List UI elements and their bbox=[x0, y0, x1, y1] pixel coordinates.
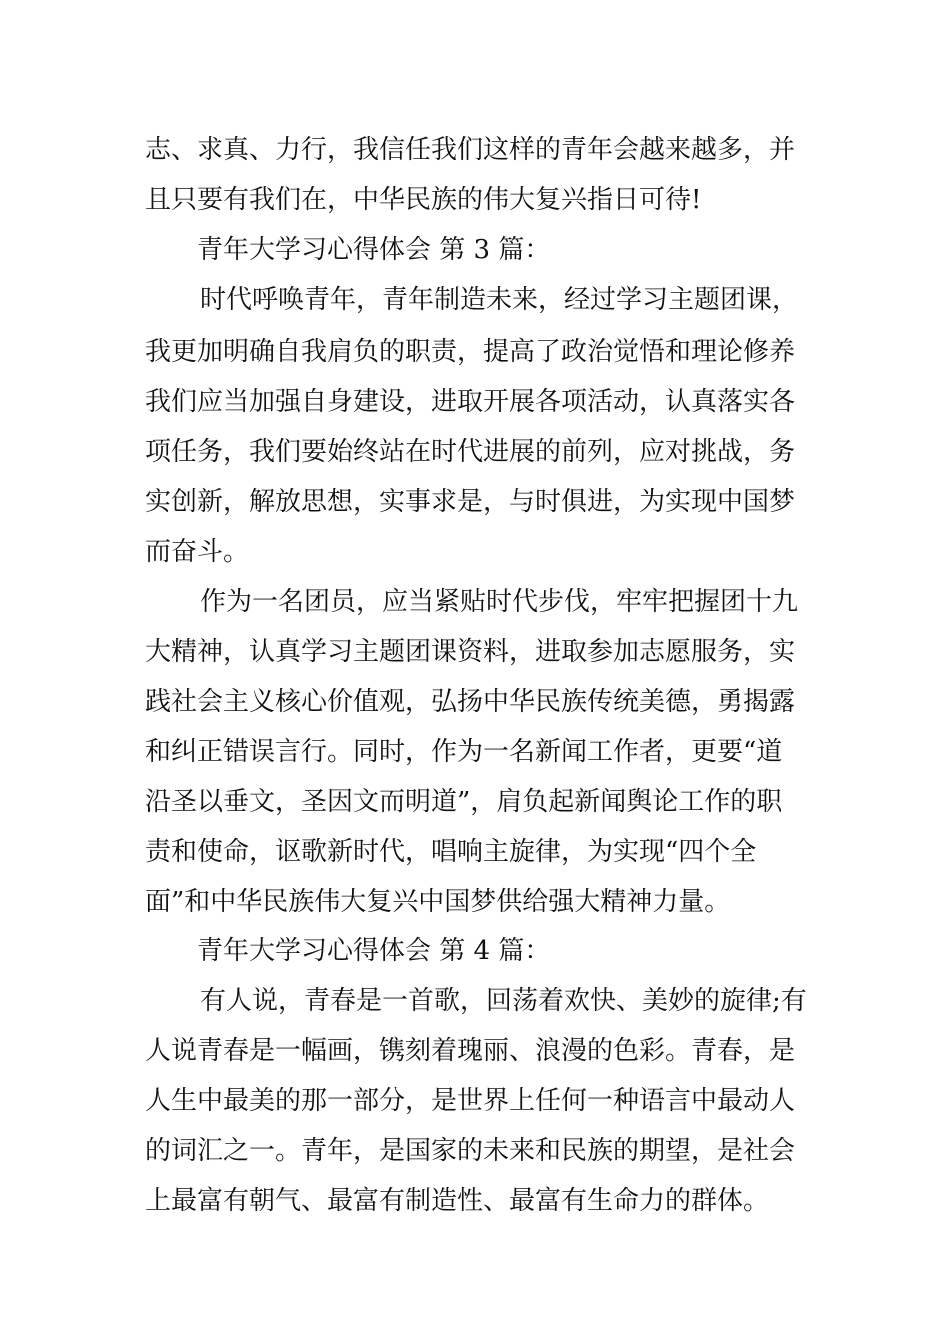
text-line: 实创新，解放思想，实事求是，与时俱进，为实现中国梦 bbox=[145, 487, 796, 517]
text-line: 大精神，认真学习主题团课资料，进取参加志愿服务，实 bbox=[145, 637, 796, 667]
text-line: 我更加明确自我肩负的职责，提高了政治觉悟和理论修养 bbox=[145, 337, 796, 367]
section-heading: 青年大学习心得体会 第 4 篇： bbox=[197, 936, 551, 966]
text-line: 而奋斗。 bbox=[145, 537, 250, 567]
text-line: 我们应当加强自身建设，进取开展各项活动，认真落实各 bbox=[145, 387, 796, 417]
section-heading: 青年大学习心得体会 第 3 篇： bbox=[197, 235, 551, 265]
text-line: 志、求真、力行，我信任我们这样的青年会越来越多，并 bbox=[145, 135, 796, 165]
text-line: 作为一名团员，应当紧贴时代步伐，牢牢把握团十九 bbox=[200, 587, 799, 617]
text-line: 有人说，青春是一首歌，回荡着欢快、美妙的旋律;有 bbox=[200, 986, 807, 1016]
text-line: 且只要有我们在，中华民族的伟大复兴指日可待! bbox=[145, 185, 702, 215]
text-line: 和纠正错误言行。同时，作为一名新闻工作者，更要“道 bbox=[145, 737, 783, 767]
text-line: 项任务，我们要始终站在时代进展的前列，应对挑战，务 bbox=[145, 437, 796, 467]
text-line: 责和使命，讴歌新时代，唱响主旋律，为实现“四个全 bbox=[145, 837, 757, 867]
text-line: 人生中最美的那一部分，是世界上任何一种语言中最动人 bbox=[145, 1086, 796, 1116]
text-line: 人说青春是一幅画，镌刻着瑰丽、浪漫的色彩。青春，是 bbox=[145, 1036, 796, 1066]
text-line: 上最富有朝气、最富有制造性、最富有生命力的群体。 bbox=[145, 1186, 770, 1216]
text-line: 践社会主义核心价值观，弘扬中华民族传统美德，勇揭露 bbox=[145, 687, 796, 717]
text-line: 时代呼唤青年，青年制造未来，经过学习主题团课， bbox=[200, 285, 799, 315]
text-line: 面”和中华民族伟大复兴中国梦供给强大精神力量。 bbox=[145, 887, 731, 917]
text-line: 沿圣以垂文，圣因文而明道”，肩负起新闻舆论工作的职 bbox=[145, 787, 783, 817]
text-line: 的词汇之一。青年，是国家的未来和民族的期望，是社会 bbox=[145, 1136, 796, 1166]
